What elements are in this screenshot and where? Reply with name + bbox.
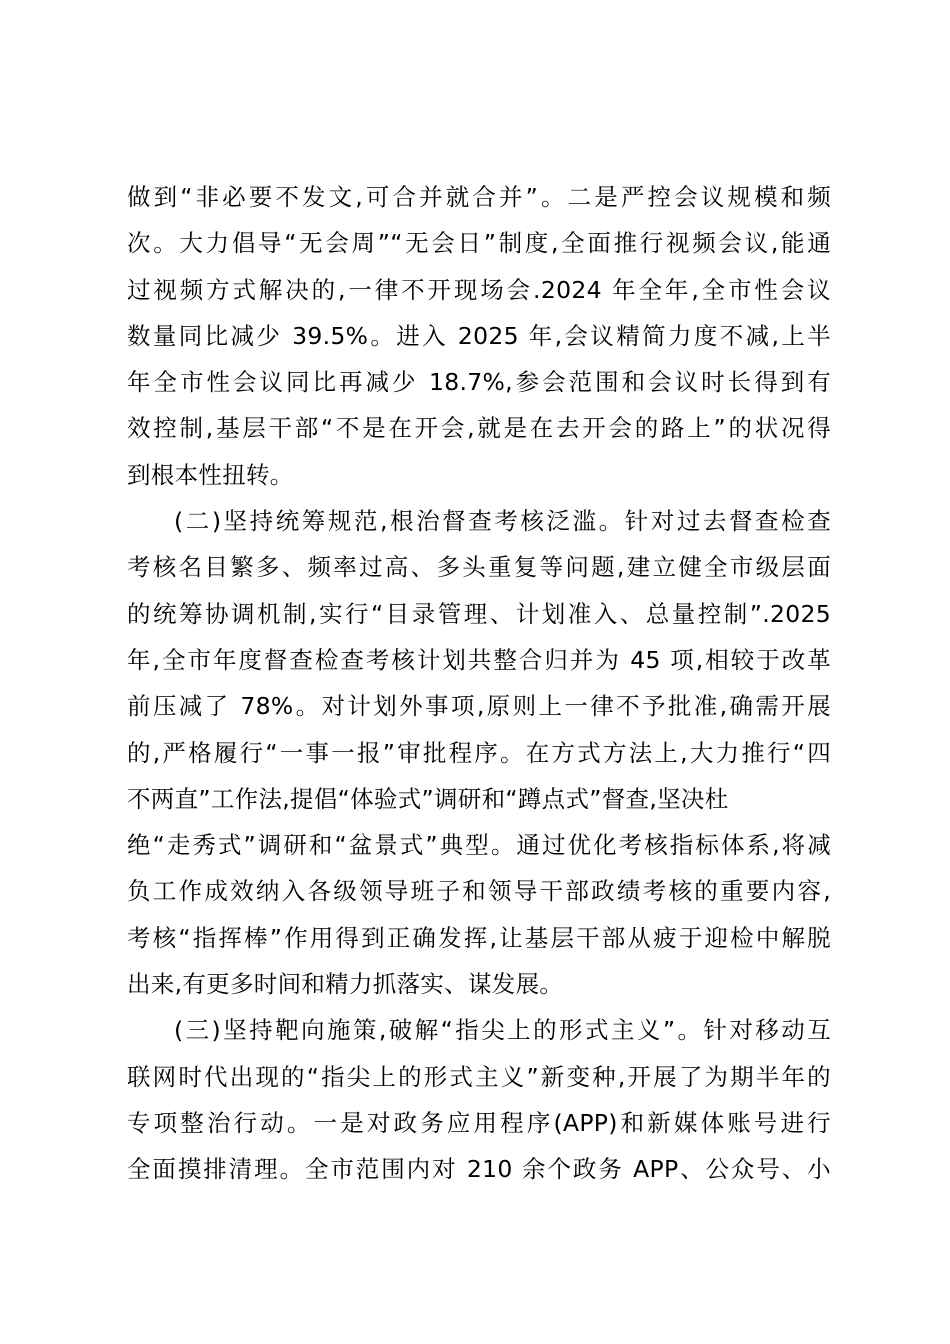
text-line: 的,严格履行“一事一报”审批程序。在方式方法上,大力推行“四 bbox=[127, 738, 831, 767]
text-line: 联网时代出现的“指尖上的形式主义”新变种,开展了为期半年的 bbox=[127, 1062, 831, 1091]
text-line: 不两直”工作法,提倡“体验式”调研和“蹲点式”督查,坚决杜 bbox=[127, 784, 729, 813]
text-line: 前压减了 78%。对计划外事项,原则上一律不予批准,确需开展 bbox=[127, 692, 831, 721]
text-line: 效控制,基层干部“不是在开会,就是在去开会的路上”的状况得 bbox=[127, 414, 831, 443]
text-line: 绝“走秀式”调研和“盆景式”典型。通过优化考核指标体系,将减 bbox=[127, 831, 831, 860]
body-text bbox=[127, 174, 831, 1193]
paragraph-heading-line: (三)坚持靶向施策,破解“指尖上的形式主义”。针对移动互 bbox=[174, 1016, 831, 1045]
text-line: 出来,有更多时间和精力抓落实、谋发展。 bbox=[127, 970, 564, 999]
paragraph-heading-line: (二)坚持统筹规范,根治督查考核泛滥。针对过去督查检查 bbox=[174, 507, 831, 536]
text-line: 负工作成效纳入各级领导班子和领导干部政绩考核的重要内容, bbox=[127, 877, 831, 906]
text-line: 数量同比减少 39.5%。进入 2025 年,会议精简力度不减,上半 bbox=[127, 321, 831, 350]
text-line: 年,全市年度督查检查考核计划共整合归并为 45 项,相较于改革 bbox=[127, 645, 831, 674]
text-line: 到根本性扭转。 bbox=[127, 460, 294, 489]
text-line: 的统筹协调机制,实行“目录管理、计划准入、总量控制”.2025 bbox=[127, 599, 831, 628]
text-line: 次。大力倡导“无会周”“无会日”制度,全面推行视频会议,能通 bbox=[127, 229, 831, 258]
text-line: 考核“指挥棒”作用得到正确发挥,让基层干部从疲于迎检中解脱 bbox=[127, 923, 831, 952]
text-line: 专项整治行动。一是对政务应用程序(APP)和新媒体账号进行 bbox=[127, 1108, 831, 1137]
text-line: 年全市性会议同比再减少 18.7%,参会范围和会议时长得到有 bbox=[127, 368, 831, 397]
text-line: 过视频方式解决的,一律不开现场会.2024 年全年,全市性会议 bbox=[127, 275, 831, 304]
text-line: 考核名目繁多、频率过高、多头重复等问题,建立健全市级层面 bbox=[127, 553, 831, 582]
text-line: 全面摸排清理。全市范围内对 210 余个政务 APP、公众号、小 bbox=[127, 1155, 831, 1184]
text-line: 做到“非必要不发文,可合并就合并”。二是严控会议规模和频 bbox=[127, 183, 831, 211]
